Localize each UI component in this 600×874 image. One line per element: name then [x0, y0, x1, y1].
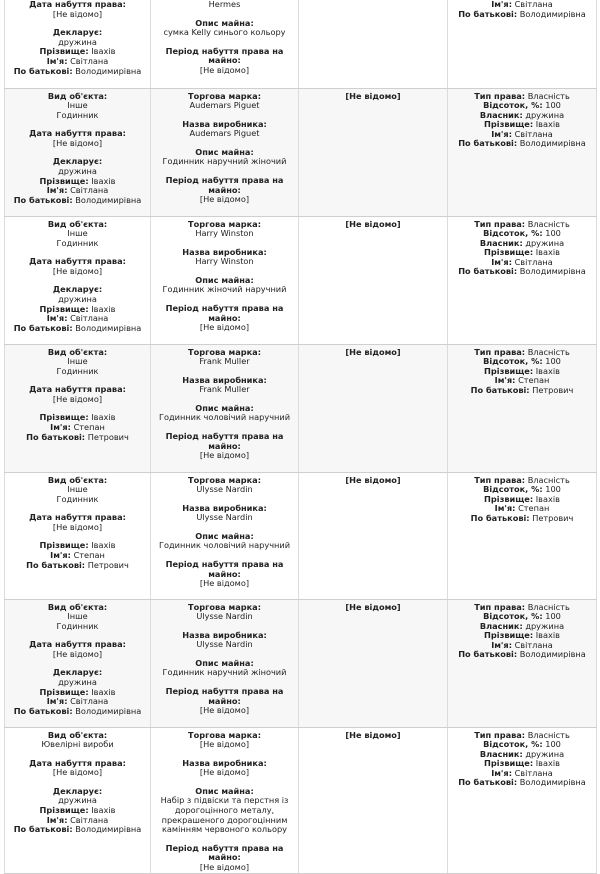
maker-value: Audemars Piguet: [189, 128, 260, 139]
cell-object: Вид об'єкта: Ювелірні вироби Дата набуття права: [Не відомо] Декларує: дружина Прізвище: Івахів Ім'я: Світлана По батькові: Володимирівна: [5, 727, 151, 873]
cell-item: Торгова марка: Ulysse Nardin Назва виробника: Ulysse Nardin Опис майна: Годинник чоловічий наручний Період набуття права на майно: [Не відомо]: [151, 472, 299, 599]
period-value: [Не відомо]: [199, 862, 250, 873]
table-row: [5, 727, 597, 873]
description-value: Годинник жіночий наручний: [162, 284, 287, 295]
object-type-label: Вид об'єкта:: [47, 601, 108, 612]
description-value: Годинник наручний жіночий: [162, 667, 287, 678]
cell-rights: Тип права: Власність Відсоток, %: 100 Власник: дружина Прізвище: Івахів Ім'я: Світлана По батькові: Володимирівна: [448, 599, 597, 727]
cost-value: [Не відомо]: [345, 218, 401, 229]
cell-cost: [299, 727, 448, 873]
description-value: Годинник чоловічий наручний: [158, 412, 291, 423]
object-subtype: Годинник: [56, 237, 99, 248]
object-type-value: Інше: [67, 484, 88, 495]
cell-cost: [299, 472, 448, 599]
cell-rights: Тип права: Власність Відсоток, %: 100 Власник: дружина Прізвище: Івахів Ім'я: Світлана По батькові: Володимирівна: [448, 727, 597, 873]
cell-rights: Тип права: Власність Відсоток, %: 100 Прізвище: Івахів Ім'я: Степан По батькові: Петрович: [448, 344, 597, 472]
table-row: [5, 599, 597, 727]
cost-value: [Не відомо]: [345, 729, 401, 740]
description-value: Набір з підвіски та перстня із дорогоцінного металу, прекрашеного дорогоцінним камінням червоного кольору: [160, 795, 289, 835]
cell-object: Вид об'єкта: Інше Годинник Дата набуття права: [Не відомо] Декларує: дружина Прізвище: Івахів Ім'я: Світлана По батькові: Володимирівна: [5, 599, 151, 727]
cell-cost: [299, 216, 448, 344]
acq-date-value: [Не відомо]: [52, 767, 103, 778]
acq-date-value: [Не відомо]: [52, 265, 103, 276]
object-subtype: Годинник: [56, 620, 99, 631]
table-row: [5, 88, 597, 216]
maker-value: Ulysse Nardin: [196, 512, 253, 523]
maker-value: Frank Muller: [199, 384, 250, 395]
cell-object: Дата набуття права: [Не відомо] Декларує: дружина Прізвище: Івахів Ім'я: Світлана По батькові: Володимирівна: [5, 0, 151, 88]
cell-object: Вид об'єкта: Інше Годинник Дата набуття права: [Не відомо] Декларує: дружина Прізвище: Івахів Ім'я: Світлана По батькові: Володимирівна: [5, 216, 151, 344]
cell-cost: [299, 0, 448, 88]
cell-rights: Тип права: Власність Відсоток, %: 100 Власник: дружина Прізвище: Івахів Ім'я: Світлана По батькові: Володимирівна: [448, 216, 597, 344]
acq-date-value: [Не відомо]: [52, 137, 103, 148]
declarant-value: дружина: [58, 166, 97, 177]
object-type-value: Інше: [67, 356, 88, 367]
cell-item: Hermes Опис майна: сумка Kelly синього кольору Період набуття права на майно: [Не відомо]: [151, 0, 299, 88]
cell-object: Вид об'єкта: Інше Годинник Дата набуття права: [Не відомо] Прізвище: Івахів Ім'я: Степан По батькові: Петрович: [5, 344, 151, 472]
cost-value: [Не відомо]: [345, 601, 401, 612]
declarant-value: дружина: [58, 294, 97, 305]
brand-value: Harry Winston: [195, 228, 254, 239]
object-subtype: Годинник: [56, 109, 99, 120]
cell-object: Вид об'єкта: Інше Годинник Дата набуття права: [Не відомо] Декларує: дружина Прізвище: Івахів Ім'я: Світлана По батькові: Володимирівна: [5, 88, 151, 216]
declarant-value: дружина: [58, 795, 97, 806]
period-value: [Не відомо]: [199, 194, 250, 205]
table-row: [5, 216, 597, 344]
cell-rights: Тип права: Власність Відсоток, %: 100 Прізвище: Івахів Ім'я: Степан По батькові: Петрович: [448, 472, 597, 599]
description-value: Годинник наручний жіночий: [162, 156, 287, 167]
object-type-label: Вид об'єкта:: [47, 729, 108, 740]
cell-item: Торгова марка: [Не відомо] Назва виробника: [Не відомо] Опис майна: Набір з підвіски та перстня із дорогоцінного металу, прекрашеного дорогоцінним камінням червоного кольору Період набуття права на майно: [Не відомо]: [151, 727, 299, 873]
acq-date-value: [Не відомо]: [52, 521, 103, 532]
table-row: [5, 472, 597, 599]
cell-item: Торгова марка: Harry Winston Назва виробника: Harry Winston Опис майна: Годинник жіночий наручний Період набуття права на майно: [Не відомо]: [151, 216, 299, 344]
cell-rights: Тип права: Власність Відсоток, %: 100 Власник: дружина Прізвище: Івахів Ім'я: Світлана По батькові: Володимирівна: [448, 88, 597, 216]
brand-value: Ulysse Nardin: [196, 611, 253, 622]
object-type-label: Вид об'єкта:: [47, 218, 108, 229]
object-type-label: Вид об'єкта:: [47, 346, 108, 357]
cell-item: Торгова марка: Ulysse Nardin Назва виробника: Ulysse Nardin Опис майна: Годинник наручний жіночий Період набуття права на майно: [Не відомо]: [151, 599, 299, 727]
acq-date-value: [Не відомо]: [52, 393, 103, 404]
table-row-partial: [5, 0, 597, 88]
brand-value: [Не відомо]: [199, 739, 250, 750]
cell-cost: [299, 88, 448, 216]
cell-rights: Ім'я: Світлана По батькові: Володимирівна: [448, 0, 597, 88]
object-subtype: Годинник: [56, 493, 99, 504]
object-type-label: Вид об'єкта:: [47, 90, 108, 101]
table-row: [5, 344, 597, 472]
cell-object: Вид об'єкта: Інше Годинник Дата набуття права: [Не відомо] Прізвище: Івахів Ім'я: Степан По батькові: Петрович: [5, 472, 151, 599]
period-value: [Не відомо]: [199, 705, 250, 716]
description-value: Годинник чоловічий наручний: [158, 540, 291, 551]
declarant-value: дружина: [58, 677, 97, 688]
object-type-value: Інше: [67, 228, 88, 239]
object-type-value: Інше: [67, 100, 88, 111]
period-value: [Не відомо]: [199, 578, 250, 589]
object-type-label: Вид об'єкта:: [47, 474, 108, 485]
object-subtype: Годинник: [56, 365, 99, 376]
object-type-value: Ювелірні вироби: [41, 739, 114, 750]
acq-date-value: [Не відомо]: [52, 648, 103, 659]
object-type-value: Інше: [67, 611, 88, 622]
cell-item: Торгова марка: Frank Muller Назва виробника: Frank Muller Опис майна: Годинник чоловічий наручний Період набуття права на майно: [Не відомо]: [151, 344, 299, 472]
cell-cost: [299, 344, 448, 472]
period-value: [Не відомо]: [199, 450, 250, 461]
cost-value: [Не відомо]: [345, 90, 401, 101]
cell-item: Торгова марка: Audemars Piguet Назва виробника: Audemars Piguet Опис майна: Годинник наручний жіночий Період набуття права на майно: [Не відомо]: [151, 88, 299, 216]
maker-value: [Не відомо]: [199, 767, 250, 778]
maker-value: Harry Winston: [195, 256, 254, 267]
cost-value: [Не відомо]: [345, 346, 401, 357]
movable-property-table: [4, 0, 597, 874]
period-value: [Не відомо]: [199, 322, 250, 333]
cell-cost: [299, 599, 448, 727]
cost-value: [Не відомо]: [345, 474, 401, 485]
brand-value: Ulysse Nardin: [196, 484, 253, 495]
brand-value: Frank Muller: [199, 356, 250, 367]
brand-value: Audemars Piguet: [189, 100, 260, 111]
maker-value: Ulysse Nardin: [196, 639, 253, 650]
